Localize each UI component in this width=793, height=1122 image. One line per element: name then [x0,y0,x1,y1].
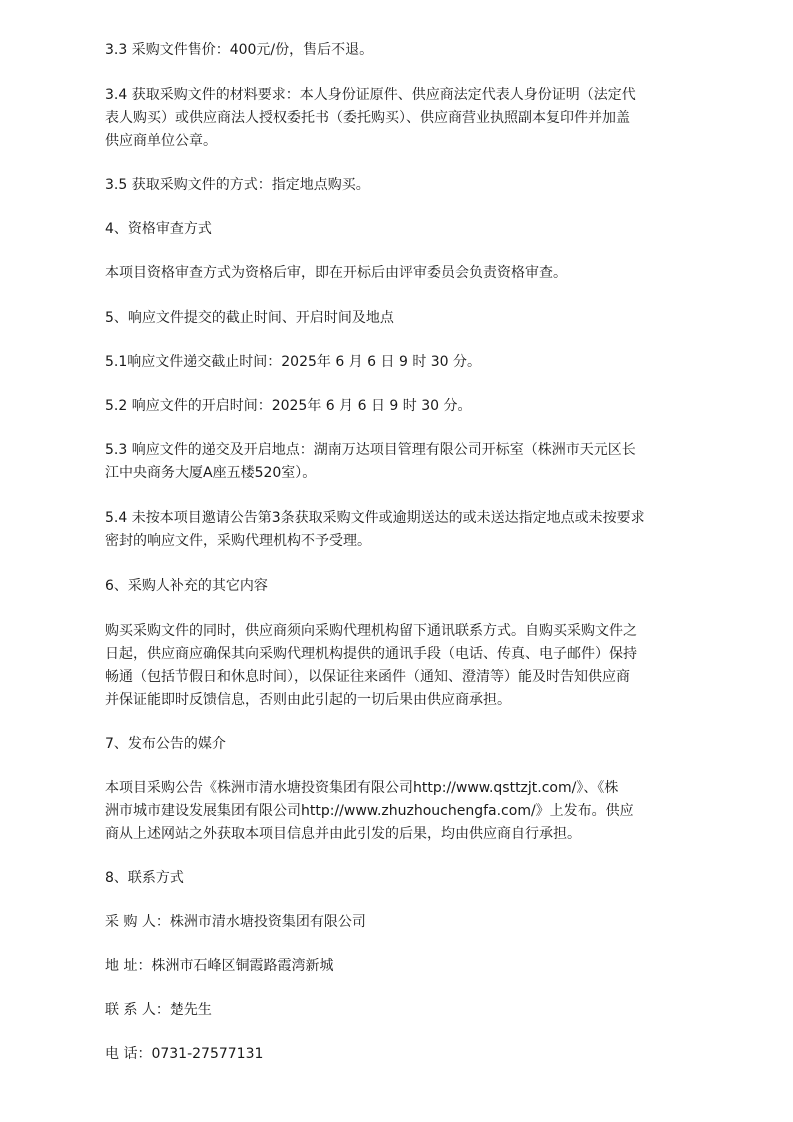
section-7-heading: 7、发布公告的媒介 [105,736,226,752]
paragraph-line: 并保证能即时反馈信息，否则由此引起的一切后果由供应商承担。 [105,692,511,708]
contact-person: 联 系 人：楚先生 [105,1002,212,1018]
section-5-heading: 5、响应文件提交的截止时间、开启时间及地点 [105,310,394,326]
paragraph-line: 本项目采购公告《株洲市清水塘投资集团有限公司http://www.qsttzjt.com/》、《株 [105,780,619,796]
section-8-heading: 8、联系方式 [105,870,184,886]
item-3-5-acquisition-method: 3.5 获取采购文件的方式：指定地点购买。 [105,177,370,193]
section-6-heading: 6、采购人补充的其它内容 [105,578,268,594]
contact-purchaser: 采 购 人：株洲市清水塘投资集团有限公司 [105,914,366,930]
item-5-4-rejection-terms [105,507,690,553]
contact-phone: 电 话：0731-27577131 [105,1046,264,1062]
item-3-4-material-requirements [105,84,690,153]
paragraph-line: 表人购买）或供应商法人授权委托书（委托购买）、供应商营业执照副本复印件并加盖 [105,110,630,126]
item-5-3-submission-location [105,439,690,485]
item-5-2-opening-time: 5.2 响应文件的开启时间：2025年 6 月 6 日 9 时 30 分。 [105,398,472,414]
paragraph-line: 3.4 获取采购文件的材料要求：本人身份证原件、供应商法定代表人身份证明（法定代 [105,87,636,103]
paragraph-line: 日起，供应商应确保其向采购代理机构提供的通讯手段（电话、传真、电子邮件）保持 [105,646,637,662]
section-7-body [105,777,690,846]
contact-address: 地 址：株洲市石峰区铜霞路霞湾新城 [105,958,334,974]
paragraph-line: 购买采购文件的同时，供应商须向采购代理机构留下通讯联系方式。自购买采购文件之 [105,623,637,639]
paragraph-line: 洲市城市建设发展集团有限公司http://www.zhuzhouchengfa.com/》上发布。供应 [105,803,634,819]
paragraph-line: 江中央商务大厦A座五楼520室）。 [105,465,317,481]
paragraph-line: 供应商单位公章。 [105,133,217,149]
paragraph-line: 密封的响应文件，采购代理机构不予受理。 [105,533,371,549]
section-6-body [105,620,690,712]
paragraph-line: 商从上述网站之外获取本项目信息并由此引发的后果，均由供应商自行承担。 [105,826,581,842]
item-3-3-purchase-price: 3.3 采购文件售价：400元/份，售后不退。 [105,42,374,58]
paragraph-line: 畅通（包括节假日和休息时间），以保证往来函件（通知、澄清等）能及时告知供应商 [105,669,630,685]
item-5-1-submission-deadline: 5.1响应文件递交截止时间：2025年 6 月 6 日 9 时 30 分。 [105,354,482,370]
section-4-body: 本项目资格审查方式为资格后审，即在开标后由评审委员会负责资格审查。 [105,265,567,281]
paragraph-line: 5.3 响应文件的递交及开启地点：湖南万达项目管理有限公司开标室（株洲市天元区长 [105,442,636,458]
section-4-heading: 4、资格审查方式 [105,221,212,237]
paragraph-line: 5.4 未按本项目邀请公告第3条获取采购文件或逾期送达的或未送达指定地点或未按要求 [105,510,645,526]
